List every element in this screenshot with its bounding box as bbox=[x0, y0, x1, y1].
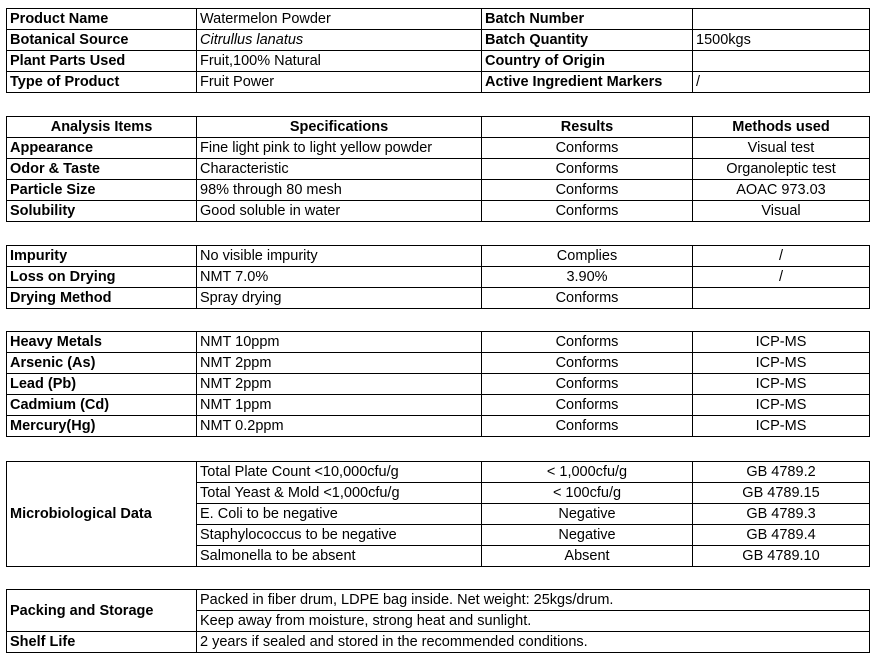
plant-parts-label: Plant Parts Used bbox=[7, 51, 197, 72]
method-value: / bbox=[693, 246, 870, 267]
method-value: Visual bbox=[693, 201, 870, 222]
spec-value: No visible impurity bbox=[197, 246, 482, 267]
result-value: Conforms bbox=[482, 353, 693, 374]
item-label: Heavy Metals bbox=[7, 332, 197, 353]
markers-label: Active Ingredient Markers bbox=[482, 72, 693, 93]
analysis-table bbox=[6, 116, 870, 222]
product-name-value: Watermelon Powder bbox=[197, 9, 482, 30]
method-value: ICP-MS bbox=[693, 395, 870, 416]
item-label: Mercury(Hg) bbox=[7, 416, 197, 437]
method-value: ICP-MS bbox=[693, 353, 870, 374]
microbiological-label: Microbiological Data bbox=[7, 462, 197, 567]
country-label: Country of Origin bbox=[482, 51, 693, 72]
item-label: Drying Method bbox=[7, 288, 197, 309]
item-label: Particle Size bbox=[7, 180, 197, 201]
result-value: Conforms bbox=[482, 332, 693, 353]
header-results: Results bbox=[482, 117, 693, 138]
table-row bbox=[7, 267, 870, 288]
spec-value: Fine light pink to light yellow powder bbox=[197, 138, 482, 159]
header-specifications: Specifications bbox=[197, 117, 482, 138]
microbiological-table bbox=[6, 461, 870, 567]
table-row bbox=[7, 288, 870, 309]
result-value: Conforms bbox=[482, 416, 693, 437]
spec-value: NMT 2ppm bbox=[197, 353, 482, 374]
plant-parts-value: Fruit,100% Natural bbox=[197, 51, 482, 72]
table-row bbox=[7, 353, 870, 374]
heavy-metals-table bbox=[6, 331, 870, 437]
spec-value: Characteristic bbox=[197, 159, 482, 180]
spec-value: Spray drying bbox=[197, 288, 482, 309]
spec-value: 98% through 80 mesh bbox=[197, 180, 482, 201]
result-value: Negative bbox=[482, 525, 693, 546]
spec-value: NMT 1ppm bbox=[197, 395, 482, 416]
table-row bbox=[7, 416, 870, 437]
type-value: Fruit Power bbox=[197, 72, 482, 93]
batch-number-label: Batch Number bbox=[482, 9, 693, 30]
method-value: GB 4789.10 bbox=[693, 546, 870, 567]
packing-row bbox=[7, 590, 870, 632]
spec-value: Good soluble in water bbox=[197, 201, 482, 222]
batch-quantity-label: Batch Quantity bbox=[482, 30, 693, 51]
item-label: Loss on Drying bbox=[7, 267, 197, 288]
markers-value: / bbox=[693, 72, 870, 93]
item-label: Lead (Pb) bbox=[7, 374, 197, 395]
table-row bbox=[7, 395, 870, 416]
product-name-row bbox=[7, 9, 870, 30]
result-value: Absent bbox=[482, 546, 693, 567]
item-label: Arsenic (As) bbox=[7, 353, 197, 374]
shelf-life-value: 2 years if sealed and stored in the recommended conditions. bbox=[197, 632, 870, 653]
header-analysis-items: Analysis Items bbox=[7, 117, 197, 138]
spec-value: Total Yeast & Mold <1,000cfu/g bbox=[197, 483, 482, 504]
table-row bbox=[7, 180, 870, 201]
result-value: Conforms bbox=[482, 159, 693, 180]
result-value: < 1,000cfu/g bbox=[482, 462, 693, 483]
botanical-source-row bbox=[7, 30, 870, 51]
method-value: GB 4789.3 bbox=[693, 504, 870, 525]
plant-parts-row bbox=[7, 51, 870, 72]
table-row bbox=[7, 159, 870, 180]
result-value: Conforms bbox=[482, 288, 693, 309]
shelf-life-row bbox=[7, 632, 870, 653]
botanical-source-label: Botanical Source bbox=[7, 30, 197, 51]
packing-value bbox=[197, 590, 870, 632]
method-value: / bbox=[693, 267, 870, 288]
analysis-header-row bbox=[7, 117, 870, 138]
item-label: Impurity bbox=[7, 246, 197, 267]
method-value: ICP-MS bbox=[693, 374, 870, 395]
result-value: Conforms bbox=[482, 180, 693, 201]
method-value: ICP-MS bbox=[693, 416, 870, 437]
result-value: Conforms bbox=[482, 201, 693, 222]
method-value: GB 4789.4 bbox=[693, 525, 870, 546]
shelf-life-label: Shelf Life bbox=[7, 632, 197, 653]
result-value: Negative bbox=[482, 504, 693, 525]
botanical-source-value: Citrullus lanatus bbox=[197, 30, 482, 51]
spec-value: Total Plate Count <10,000cfu/g bbox=[197, 462, 482, 483]
item-label: Cadmium (Cd) bbox=[7, 395, 197, 416]
result-value: Complies bbox=[482, 246, 693, 267]
result-value: Conforms bbox=[482, 395, 693, 416]
spec-value: NMT 2ppm bbox=[197, 374, 482, 395]
method-value bbox=[693, 288, 870, 309]
product-info-table bbox=[6, 8, 870, 93]
table-row bbox=[7, 138, 870, 159]
spec-value: Staphylococcus to be negative bbox=[197, 525, 482, 546]
result-value: 3.90% bbox=[482, 267, 693, 288]
item-label: Appearance bbox=[7, 138, 197, 159]
method-value: GB 4789.15 bbox=[693, 483, 870, 504]
method-value: GB 4789.2 bbox=[693, 462, 870, 483]
method-value: Organoleptic test bbox=[693, 159, 870, 180]
spec-value: NMT 10ppm bbox=[197, 332, 482, 353]
spec-value: NMT 0.2ppm bbox=[197, 416, 482, 437]
product-name-label: Product Name bbox=[7, 9, 197, 30]
packing-label: Packing and Storage bbox=[7, 590, 197, 632]
spec-value: E. Coli to be negative bbox=[197, 504, 482, 525]
result-value: Conforms bbox=[482, 138, 693, 159]
result-value: < 100cfu/g bbox=[482, 483, 693, 504]
header-methods: Methods used bbox=[693, 117, 870, 138]
method-value: AOAC 973.03 bbox=[693, 180, 870, 201]
batch-quantity-value: 1500kgs bbox=[693, 30, 870, 51]
result-value: Conforms bbox=[482, 374, 693, 395]
table-row bbox=[7, 462, 870, 483]
table-row bbox=[7, 374, 870, 395]
batch-number-value bbox=[693, 9, 870, 30]
packing-line: Keep away from moisture, strong heat and sunlight. bbox=[200, 613, 532, 629]
item-label: Solubility bbox=[7, 201, 197, 222]
table-row bbox=[7, 201, 870, 222]
table-row bbox=[7, 246, 870, 267]
type-row bbox=[7, 72, 870, 93]
method-value: Visual test bbox=[693, 138, 870, 159]
packing-line: Packed in fiber drum, LDPE bag inside. Net weight: 25kgs/drum. bbox=[197, 590, 869, 611]
table-row bbox=[7, 332, 870, 353]
type-label: Type of Product bbox=[7, 72, 197, 93]
method-value: ICP-MS bbox=[693, 332, 870, 353]
storage-table bbox=[6, 589, 870, 653]
spec-value: NMT 7.0% bbox=[197, 267, 482, 288]
country-value bbox=[693, 51, 870, 72]
impurity-table bbox=[6, 245, 870, 309]
item-label: Odor & Taste bbox=[7, 159, 197, 180]
spec-value: Salmonella to be absent bbox=[197, 546, 482, 567]
